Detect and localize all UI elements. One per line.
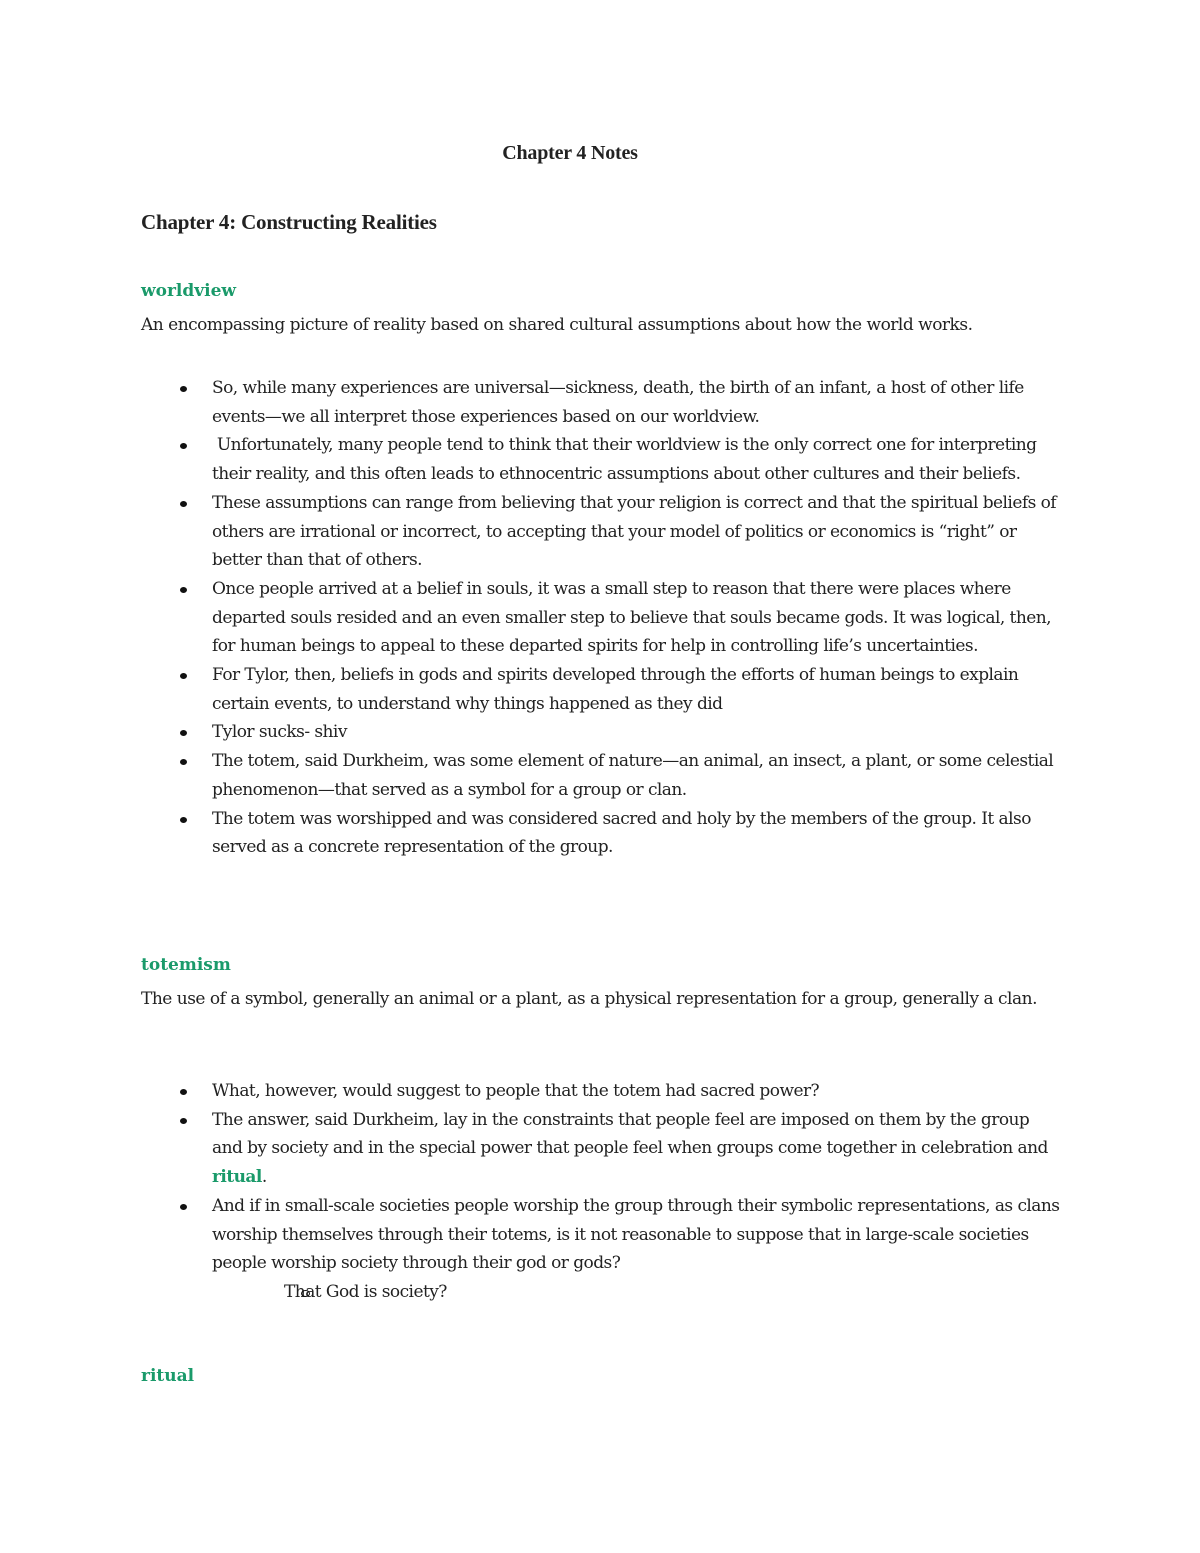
list-item xyxy=(160,1192,1060,1307)
bullet-icon xyxy=(180,386,187,392)
list-item xyxy=(160,661,1060,718)
term-ritual: ritual xyxy=(141,1366,195,1386)
list-item xyxy=(160,1106,1060,1192)
bullet-icon xyxy=(180,501,187,507)
inline-term-ritual: ritual xyxy=(212,1167,262,1188)
bullet-icon xyxy=(180,759,187,765)
totemism-bullet-list xyxy=(160,1077,1060,1307)
bullet-icon xyxy=(180,817,187,823)
list-item xyxy=(160,575,1060,661)
list-item xyxy=(160,805,1060,862)
list-item-text: And if in small-scale societies people worship the group through their symbolic representations, as clans worship themselves through their totems, is it not reasonable to suppose that in large-scale societies people worship society through their god or gods? xyxy=(212,1195,1060,1274)
list-item xyxy=(160,747,1060,804)
list-item-text: These assumptions can range from believing that your religion is correct and that the spiritual beliefs of others are irrational or incorrect, to accepting that your model of politics or economics is “right” or better than that of others. xyxy=(212,492,1057,571)
bullet-icon xyxy=(180,1089,187,1095)
term-worldview: worldview xyxy=(141,281,237,301)
worldview-bullet-list xyxy=(160,374,1060,862)
hollow-bullet-icon xyxy=(301,1290,310,1297)
list-item-text: The totem was worshipped and was considered sacred and holy by the members of the group. It also served as a concrete representation of the group. xyxy=(212,808,1031,858)
list-item-text: So, while many experiences are universal—sickness, death, the birth of an infant, a host of other life events—we all interpret those experiences based on our worldview. xyxy=(212,378,1024,427)
chapter-heading: Chapter 4: Constructing Realities xyxy=(141,210,437,234)
list-item-text: Unfortunately, many people tend to think that their worldview is the only correct one for interpreting their reality, and this often leads to ethnocentric assumptions about other cultures and their beliefs. xyxy=(212,435,1042,485)
bullet-icon xyxy=(180,443,187,449)
list-item-text: For Tylor, then, beliefs in gods and spirits developed through the efforts of human beings to explain certain events, to understand why things happened as they did xyxy=(212,665,1019,714)
list-item-text: The totem, said Durkheim, was some element of nature—an animal, an insect, a plant, or some celestial phenomenon—that served as a symbol for a group or clan. xyxy=(212,751,1054,800)
list-item xyxy=(160,374,1060,431)
list-item-text: What, however, would suggest to people that the totem had sacred power? xyxy=(212,1081,820,1101)
list-item-text: Tylor sucks- shiv xyxy=(212,722,347,743)
term-totemism: totemism xyxy=(141,955,231,975)
list-item xyxy=(160,489,1060,575)
sub-list-item xyxy=(212,1278,1060,1307)
document-title: Chapter 4 Notes xyxy=(502,142,638,164)
list-item xyxy=(160,718,1060,747)
sub-list-item-text: That God is society? xyxy=(284,1281,447,1302)
list-item xyxy=(160,431,1060,488)
list-item-text: Once people arrived at a belief in souls, it was a small step to reason that there were places where departed souls resided and an even smaller step to believe that souls became gods. It was logical, then, for human beings to appeal to these departed spirits for help in controlling life’s uncertainties. xyxy=(212,578,1052,657)
bullet-icon xyxy=(180,587,187,593)
inline-term-suffix: . xyxy=(261,1167,267,1188)
list-item-text: The answer, said Durkheim, lay in the constraints that people feel are imposed on them by the group and by society and in the special power that people feel when groups come together in celebration and xyxy=(212,1109,1053,1159)
bullet-icon xyxy=(180,1118,187,1124)
bullet-icon xyxy=(180,673,187,679)
definition-totemism: The use of a symbol, generally an animal or a plant, as a physical representation for a group, generally a clan. xyxy=(141,989,1037,1009)
sub-bullet-list xyxy=(212,1278,1060,1307)
list-item xyxy=(160,1077,1060,1106)
definition-worldview: An encompassing picture of reality based on shared cultural assumptions about how the world works. xyxy=(141,315,973,335)
bullet-icon xyxy=(180,730,187,736)
bullet-icon xyxy=(180,1204,187,1210)
